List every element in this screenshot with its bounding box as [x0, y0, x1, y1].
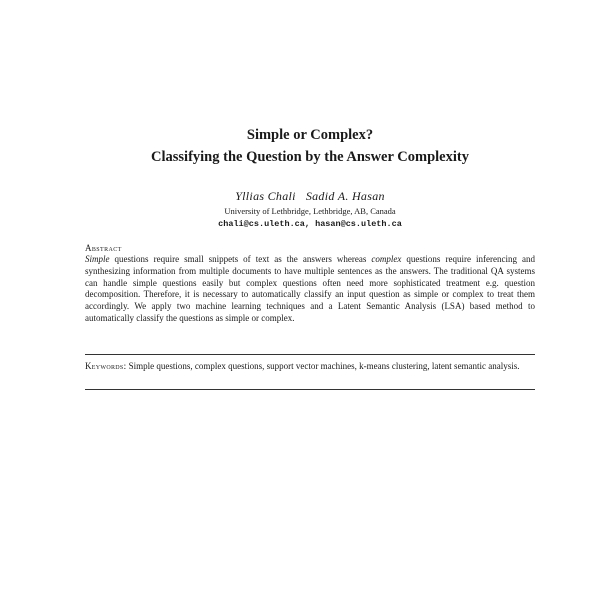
abstract-part-1: questions require small snippets of text as the answers whereas	[109, 254, 372, 264]
author-name: Yllias Chali	[235, 189, 296, 203]
abstract-part-2: questions require inferencing and synthesizing information from multiple documents to have multiple sentences as the answers. The traditional QA systems can handle simple questions easily but complex questions often need more sophisticated treatment e.g. question decomposition. Therefore, it is necessary to automatically classify an input question as simple or complex to treat them accordingly. We apply two machine learning techniques and a Latent Semantic Analysis (LSA) based method to automatically classify the questions as simple or complex.	[85, 254, 535, 323]
abstract-text	[85, 254, 535, 325]
author-name: Sadid A. Hasan	[305, 189, 385, 203]
keywords-section	[85, 360, 535, 372]
title-line-1: Simple or Complex?	[246, 127, 374, 143]
paper-title	[85, 124, 535, 168]
title-line-2: Classifying the Question by the Answer Complexity	[151, 149, 469, 165]
abstract-divider	[85, 354, 535, 355]
emphasis-complex: complex	[371, 254, 402, 264]
keywords-divider	[85, 389, 535, 390]
keywords-text: Simple questions, complex questions, support vector machines, k-means clustering, latent semantic analysis.	[126, 361, 520, 371]
emphasis-simple: Simple	[85, 254, 110, 264]
keywords-label: Keywords:	[85, 361, 127, 371]
author-list	[85, 189, 535, 203]
author-affiliation: University of Lethbridge, Lethbridge, AB, Canada	[224, 206, 396, 216]
abstract-heading: Abstract	[85, 243, 122, 253]
author-emails: chali@cs.uleth.ca, hasan@cs.uleth.ca	[218, 219, 402, 229]
